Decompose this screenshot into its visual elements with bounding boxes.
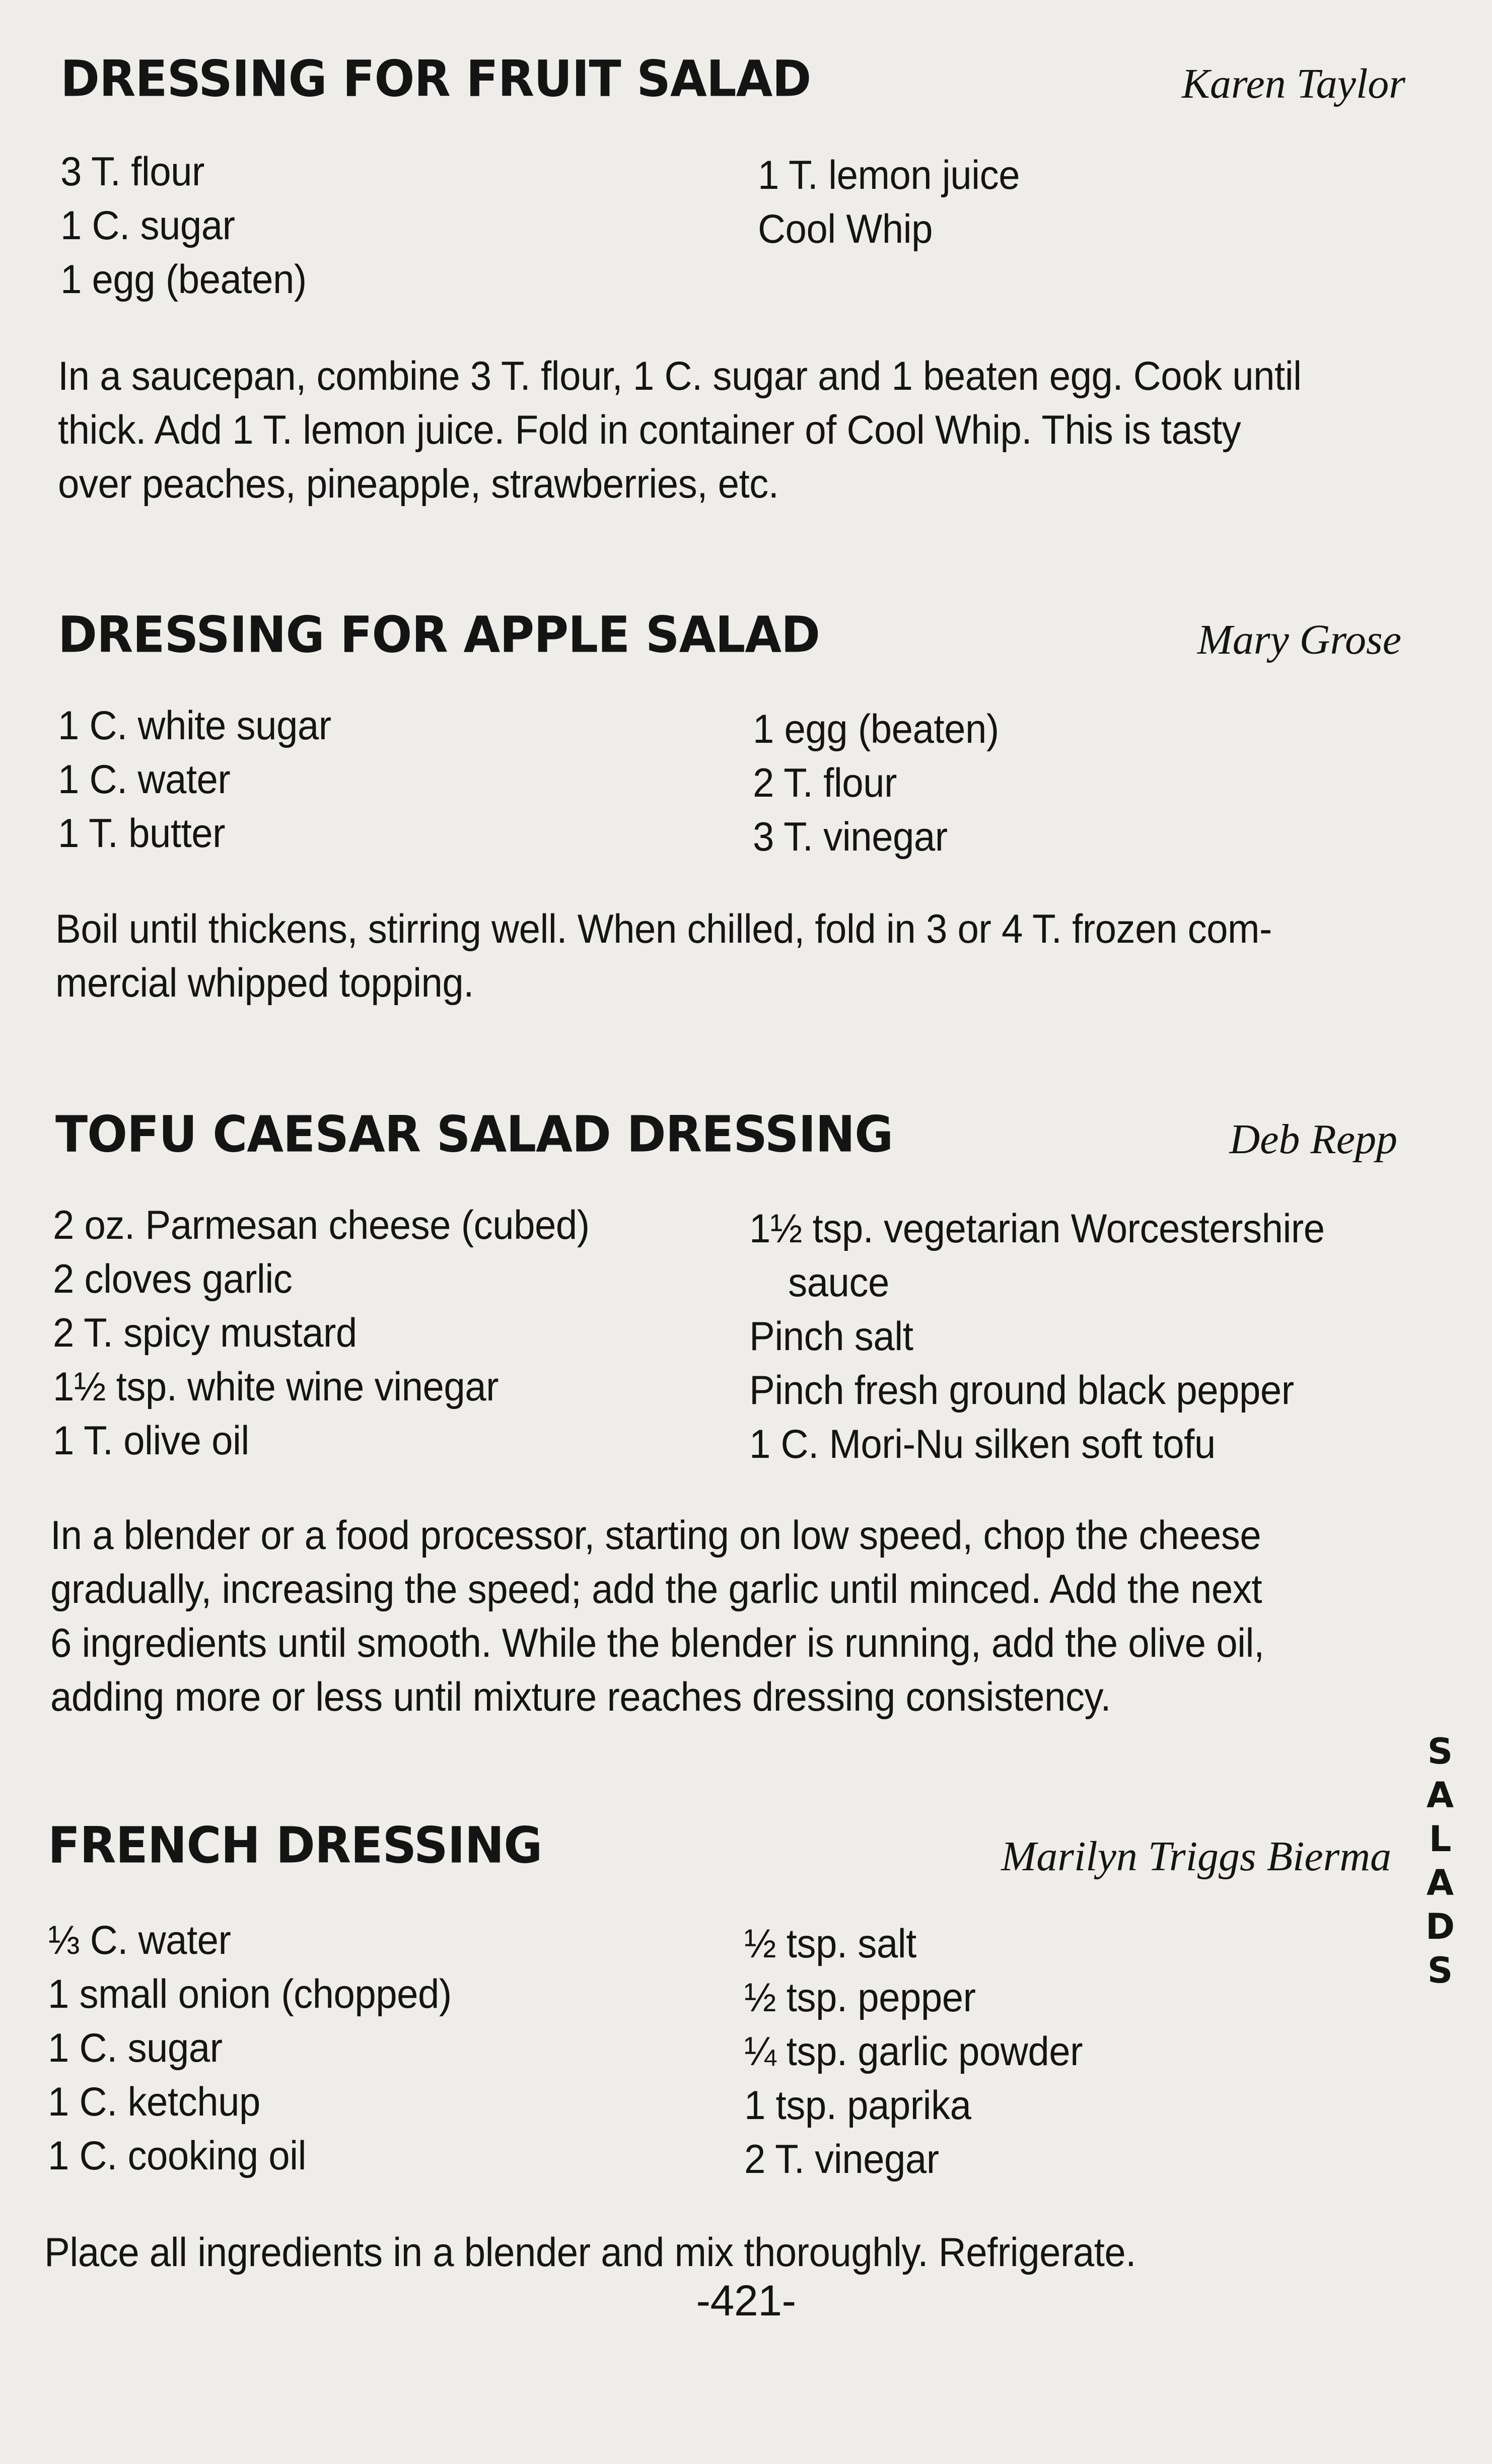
ingredients-left-column [60,145,307,307]
ingredient-item: Pinch salt [749,1314,913,1359]
section-tab-letter: D [1425,1906,1455,1947]
recipe-method [44,2226,1136,2280]
ingredient-item-continued: sauce [788,1260,889,1305]
recipe-author: Deb Repp [1229,1116,1397,1163]
ingredients-right-column [749,1202,1325,1471]
ingredient-item: 2 T. vinegar [744,2137,939,2182]
method-line: Boil until thickens, stirring well. When chilled, fold in 3 or 4 T. frozen com- [55,906,1272,952]
ingredient-item: 3 T. flour [60,149,204,194]
ingredient-item: 3 T. vinegar [753,814,948,860]
method-line: Place all ingredients in a blender and mix thoroughly. Refrigerate. [44,2230,1136,2275]
recipe-title: DRESSING FOR APPLE SALAD [58,606,820,664]
method-line: In a blender or a food processor, starting on low speed, chop the cheese [50,1513,1261,1558]
ingredient-item: 2 oz. Parmesan cheese (cubed) [53,1203,590,1248]
ingredient-item: 1 T. butter [58,811,226,856]
ingredient-item: 1 C. white sugar [58,703,331,748]
section-tab-salads [1423,1730,1458,1993]
ingredient-item: 1 C. Mori-Nu silken soft tofu [749,1422,1216,1467]
ingredient-item: 1 egg (beaten) [60,257,307,302]
ingredient-item: 2 T. spicy mustard [53,1310,357,1356]
ingredient-item: 1½ tsp. white wine vinegar [53,1364,499,1410]
ingredient-item: 1 C. water [58,757,231,802]
recipe-method [50,1509,1264,1724]
ingredient-item: ½ tsp. pepper [744,1975,976,2020]
recipe-method [55,902,1272,1010]
method-line: 6 ingredients until smooth. While the blender is running, add the olive oil, [50,1621,1264,1666]
ingredients-left-column [48,1914,452,2183]
section-tab-letter: A [1426,1862,1454,1904]
method-line: In a saucepan, combine 3 T. flour, 1 C. sugar and 1 beaten egg. Cook until [58,354,1302,399]
recipe-method [58,349,1302,511]
recipe-author: Mary Grose [1197,616,1401,663]
ingredients-right-column [753,702,999,864]
page-number: -421- [696,2277,796,2325]
section-tab-letter: S [1427,1950,1453,1991]
ingredients-right-column [758,149,1020,256]
recipe-author: Marilyn Triggs Bierma [1001,1833,1391,1880]
ingredient-item: 1 tsp. paprika [744,2083,971,2128]
recipe-title: DRESSING FOR FRUIT SALAD [60,50,811,108]
recipe-author: Karen Taylor [1181,60,1405,107]
ingredient-item: 1 C. cooking oil [48,2133,307,2178]
ingredient-item: Pinch fresh ground black pepper [749,1368,1294,1413]
ingredient-item: 1½ tsp. vegetarian Worcestershire [749,1206,1325,1251]
section-tab-letter: S [1427,1731,1453,1772]
method-line: over peaches, pineapple, strawberries, etc. [58,461,779,507]
ingredient-item: 2 cloves garlic [53,1256,293,1302]
ingredients-right-column [744,1917,1083,2187]
recipe-title: TOFU CAESAR SALAD DRESSING [55,1106,893,1164]
ingredient-item: ¼ tsp. garlic powder [744,2029,1083,2074]
ingredients-left-column [58,699,331,861]
ingredient-item: 2 T. flour [753,760,897,806]
method-line: gradually, increasing the speed; add the garlic until minced. Add the next [50,1567,1262,1612]
recipe-title: FRENCH DRESSING [48,1817,542,1875]
ingredients-left-column [53,1199,590,1468]
section-tab-letter: A [1426,1775,1454,1816]
ingredient-item: Cool Whip [758,206,933,252]
ingredient-item: 1 C. ketchup [48,2079,260,2125]
ingredient-item: 1 small onion (chopped) [48,1972,452,2017]
ingredient-item: 1 C. sugar [48,2025,223,2071]
ingredient-item: 1 egg (beaten) [753,707,999,752]
method-line: mercial whipped topping. [55,960,474,1006]
ingredient-item: ⅓ C. water [48,1918,231,1963]
method-line: adding more or less until mixture reaches dressing consistency. [50,1674,1111,1720]
ingredient-item: 1 T. olive oil [53,1418,249,1463]
ingredient-item: 1 C. sugar [60,203,235,248]
method-line: thick. Add 1 T. lemon juice. Fold in container of Cool Whip. This is tasty [58,407,1241,453]
ingredient-item: 1 T. lemon juice [758,153,1020,198]
section-tab-letter: L [1429,1818,1452,1860]
ingredient-item: ½ tsp. salt [744,1921,916,1966]
